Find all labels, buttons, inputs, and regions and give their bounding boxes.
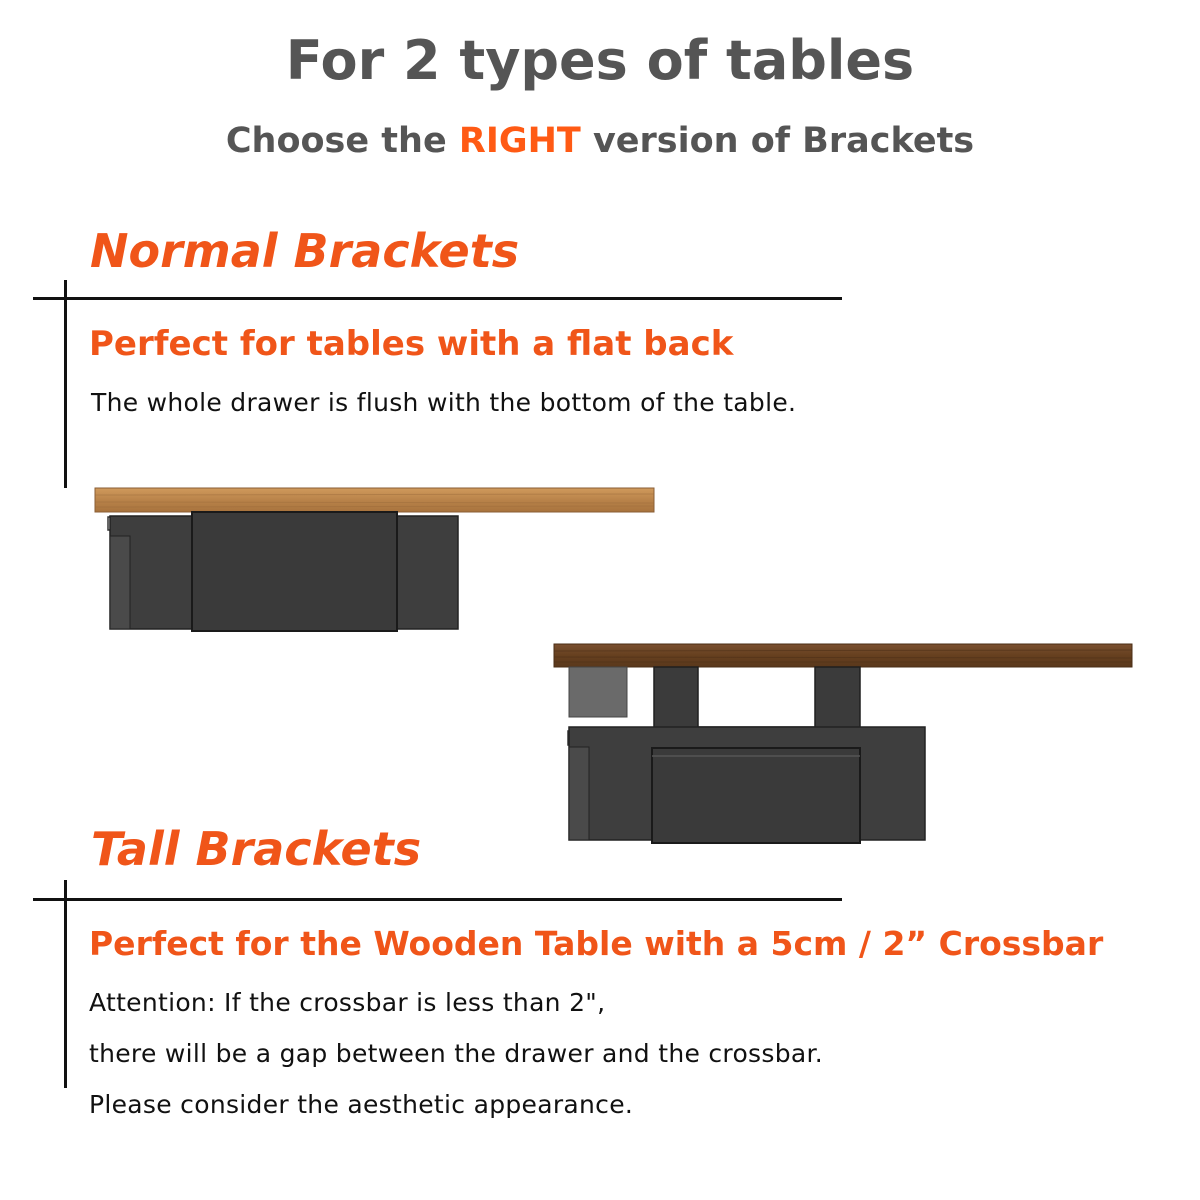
normal-description: The whole drawer is flush with the bottom of the table. bbox=[91, 388, 797, 417]
normal-drawer-side bbox=[110, 536, 130, 629]
normal-brackets-heading: Normal Brackets bbox=[90, 224, 520, 278]
tall-feature-text: Perfect for the Wooden Table with a 5cm / 2” Crossbar bbox=[89, 924, 1104, 963]
tall-note-line-2: there will be a gap between the drawer and the crossbar. bbox=[89, 1039, 824, 1068]
subtitle-before: Choose the bbox=[225, 121, 447, 161]
normal-drawer-front bbox=[192, 512, 397, 631]
tall-divider-horizontal bbox=[33, 898, 842, 901]
tall-note-line-1: Attention: If the crossbar is less than 2", bbox=[89, 988, 606, 1017]
normal-feature-text: Perfect for tables with a flat back bbox=[89, 324, 734, 364]
subtitle-accent: RIGHT bbox=[458, 121, 581, 161]
tall-drawer-side bbox=[569, 747, 589, 840]
subtitle-after: version of Brackets bbox=[592, 121, 975, 161]
dark-wood-tabletop bbox=[554, 644, 1132, 667]
tall-drawer-front bbox=[652, 748, 860, 843]
tall-brackets-heading: Tall Brackets bbox=[91, 822, 422, 876]
light-wood-tabletop bbox=[95, 488, 654, 512]
tall-divider-vertical bbox=[64, 880, 67, 1088]
page-title: For 2 types of tables bbox=[285, 29, 915, 92]
crossbar-block bbox=[569, 667, 627, 717]
tall-bracket-illustration bbox=[554, 644, 1132, 843]
normal-bracket-illustration bbox=[95, 488, 654, 631]
tall-note-line-3: Please consider the aesthetic appearance. bbox=[89, 1090, 634, 1119]
